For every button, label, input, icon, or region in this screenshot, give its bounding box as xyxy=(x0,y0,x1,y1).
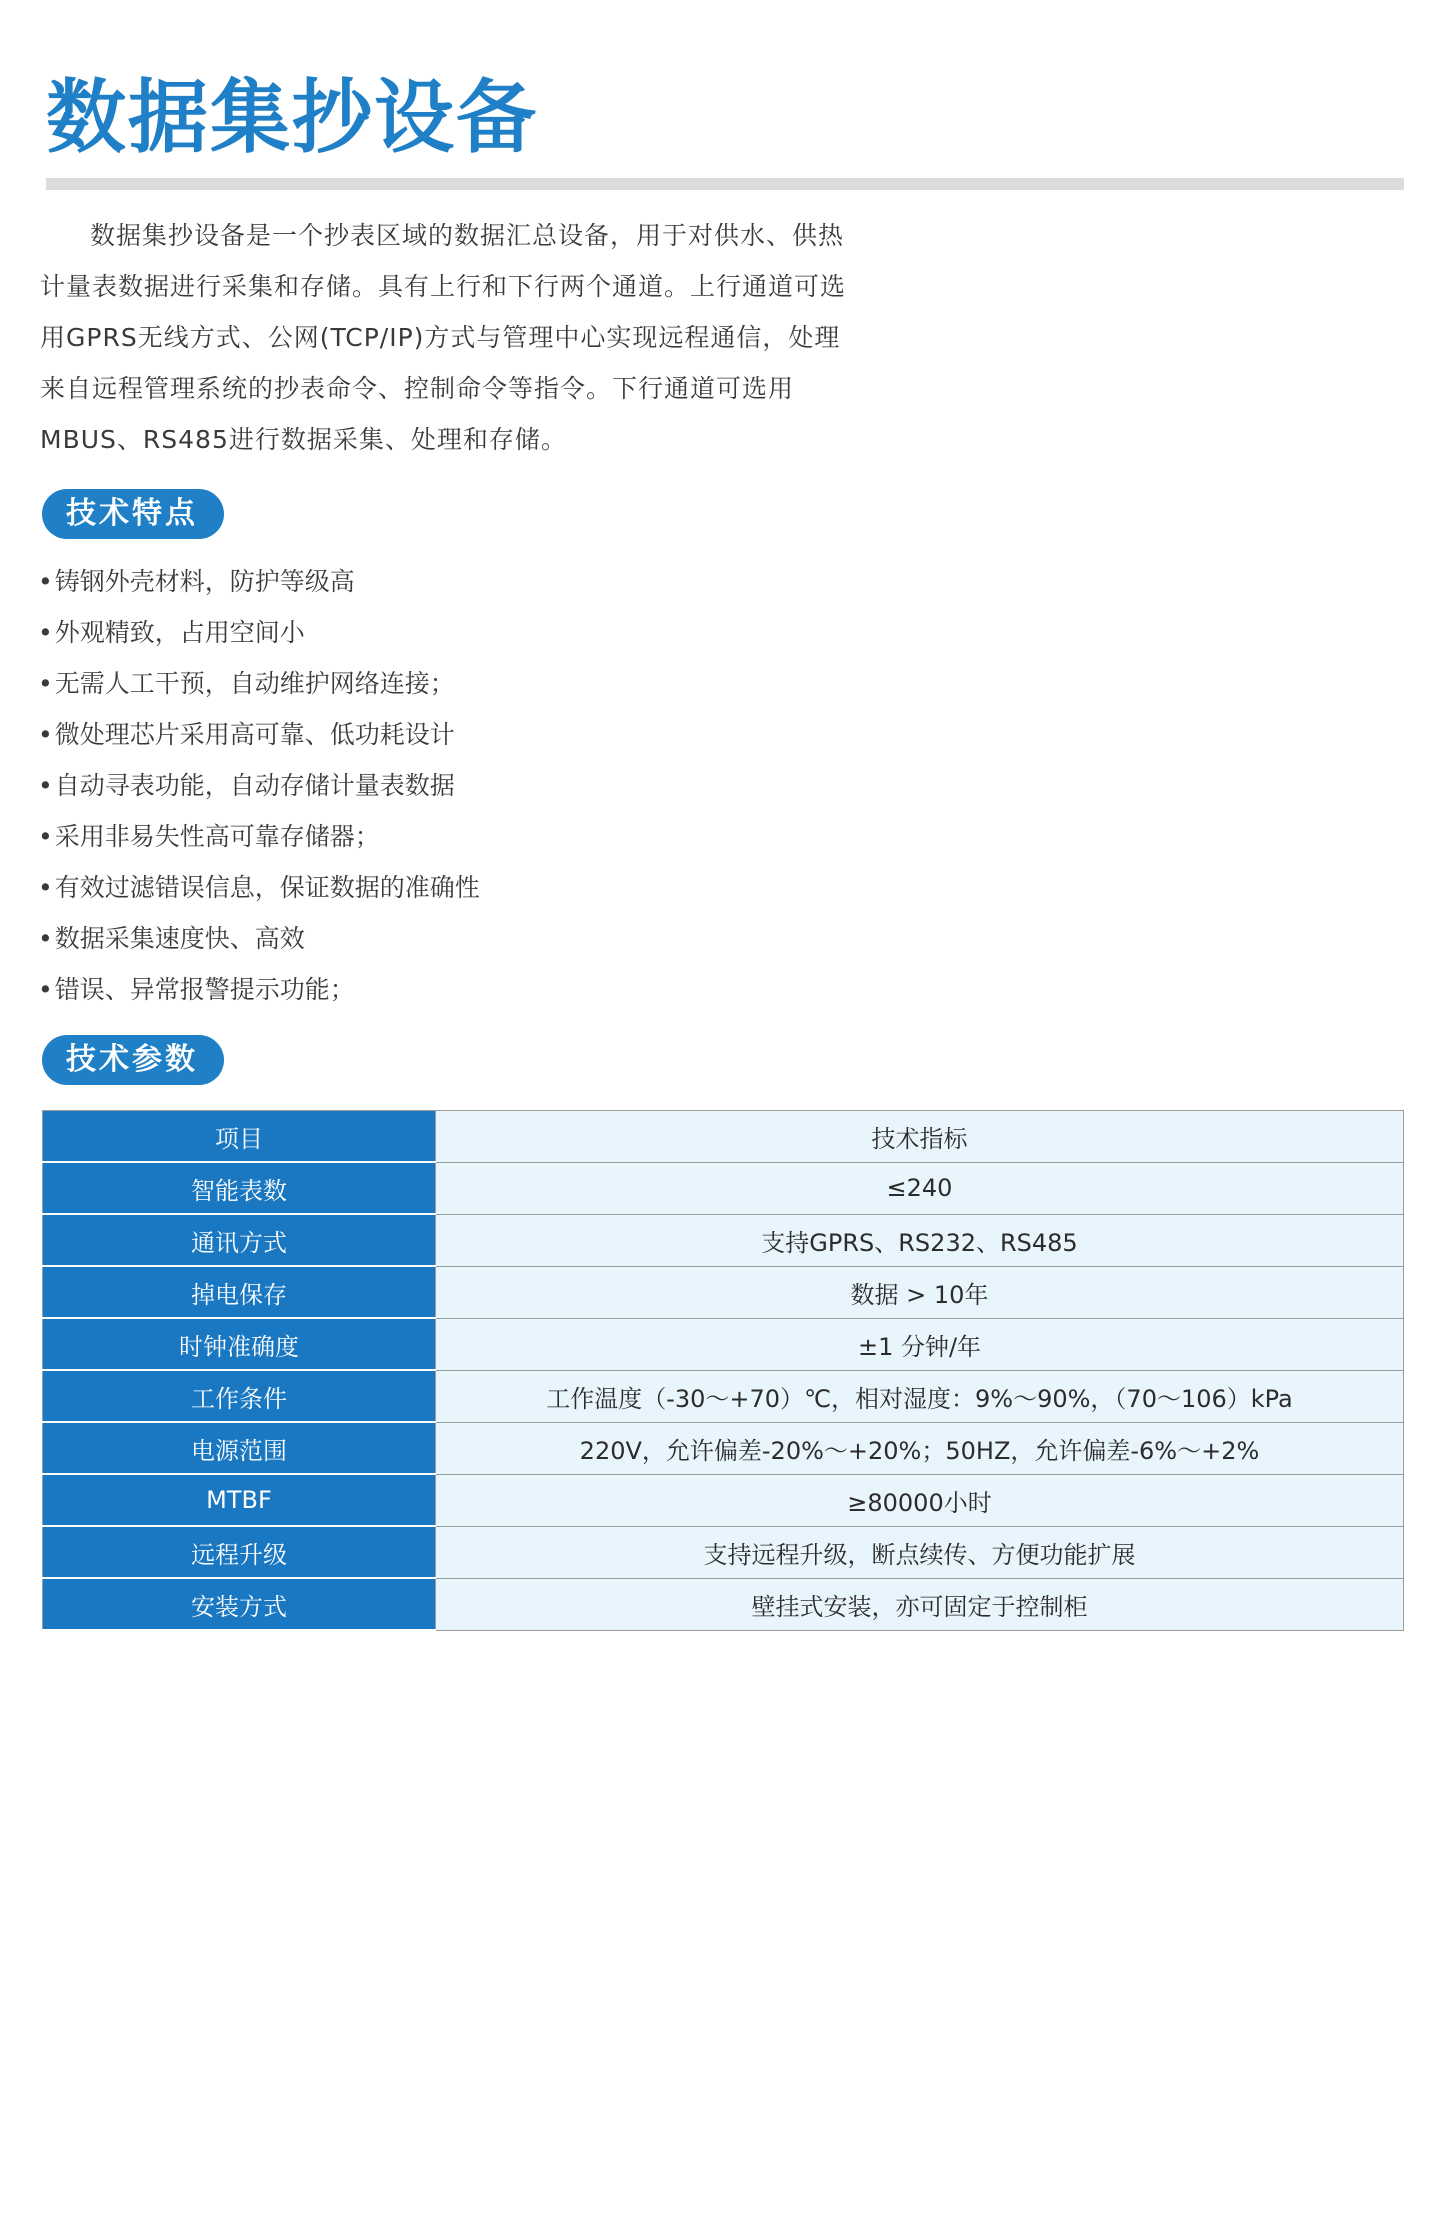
table-cell-spec: 220V，允许偏差-20%～+20%；50HZ，允许偏差-6%～+2% xyxy=(436,1422,1404,1474)
table-row xyxy=(43,1370,1404,1422)
feature-item: • 自动寻表功能，自动存储计量表数据 xyxy=(38,760,480,811)
table-cell-spec: 数据 > 10年 xyxy=(436,1266,1404,1318)
table-row xyxy=(43,1318,1404,1370)
feature-item: • 采用非易失性高可靠存储器； xyxy=(38,811,480,862)
feature-item: • 外观精致，占用空间小 xyxy=(38,607,480,658)
table-cell-item: 工作条件 xyxy=(43,1370,436,1422)
table-cell-item: 远程升级 xyxy=(43,1526,436,1578)
table-row xyxy=(43,1578,1404,1630)
table-cell-spec: 壁挂式安装，亦可固定于控制柜 xyxy=(436,1578,1404,1630)
feature-item: • 数据采集速度快、高效 xyxy=(38,913,480,964)
intro-paragraph: 数据集抄设备是一个抄表区域的数据汇总设备，用于对供水、供热计量表数据进行采集和存储。具有上行和下行两个通道。上行通道可选用GPRS无线方式、公网(TCP/IP)方式与管理中心实现远程通信，处理来自远程管理系统的抄表命令、控制命令等指令。下行通道可选用MBUS、RS485进行数据采集、处理和存储。 xyxy=(40,221,847,454)
table-cell-spec: 支持远程升级，断点续传、方便功能扩展 xyxy=(436,1526,1404,1578)
table-header-row xyxy=(43,1111,1404,1163)
table-cell-item: 通讯方式 xyxy=(43,1214,436,1266)
params-table xyxy=(42,1110,1404,1631)
table-cell-item: 时钟准确度 xyxy=(43,1318,436,1370)
table-cell-item: 掉电保存 xyxy=(43,1266,436,1318)
table-header-spec: 技术指标 xyxy=(436,1111,1404,1163)
table-row xyxy=(43,1162,1404,1214)
table-cell-spec: ±1 分钟/年 xyxy=(436,1318,1404,1370)
table-header-item: 项目 xyxy=(43,1111,436,1163)
table-row xyxy=(43,1526,1404,1578)
table-cell-spec: ≥80000小时 xyxy=(436,1474,1404,1526)
feature-item: • 无需人工干预，自动维护网络连接； xyxy=(38,658,480,709)
table-row xyxy=(43,1214,1404,1266)
table-cell-spec: 工作温度（-30～+70）℃，相对湿度：9%～90%，（70～106）kPa xyxy=(436,1370,1404,1422)
table-cell-item: 智能表数 xyxy=(43,1162,436,1214)
table-cell-item: MTBF xyxy=(43,1474,436,1526)
feature-item: • 错误、异常报警提示功能； xyxy=(38,964,480,1015)
page-title: 数据集抄设备 xyxy=(46,71,538,164)
features-list xyxy=(38,556,480,1015)
feature-item: • 有效过滤错误信息，保证数据的准确性 xyxy=(38,862,480,913)
table-row xyxy=(43,1474,1404,1526)
feature-item: • 铸钢外壳材料，防护等级高 xyxy=(38,556,480,607)
table-cell-item: 安装方式 xyxy=(43,1578,436,1630)
params-section-heading: 技术参数 xyxy=(42,1035,224,1085)
table-row xyxy=(43,1266,1404,1318)
table-cell-item: 电源范围 xyxy=(43,1422,436,1474)
table-cell-spec: ≤240 xyxy=(436,1162,1404,1214)
feature-item: • 微处理芯片采用高可靠、低功耗设计 xyxy=(38,709,480,760)
table-cell-spec: 支持GPRS、RS232、RS485 xyxy=(436,1214,1404,1266)
features-section-heading: 技术特点 xyxy=(42,489,224,539)
table-row xyxy=(43,1422,1404,1474)
title-divider xyxy=(46,178,1404,190)
